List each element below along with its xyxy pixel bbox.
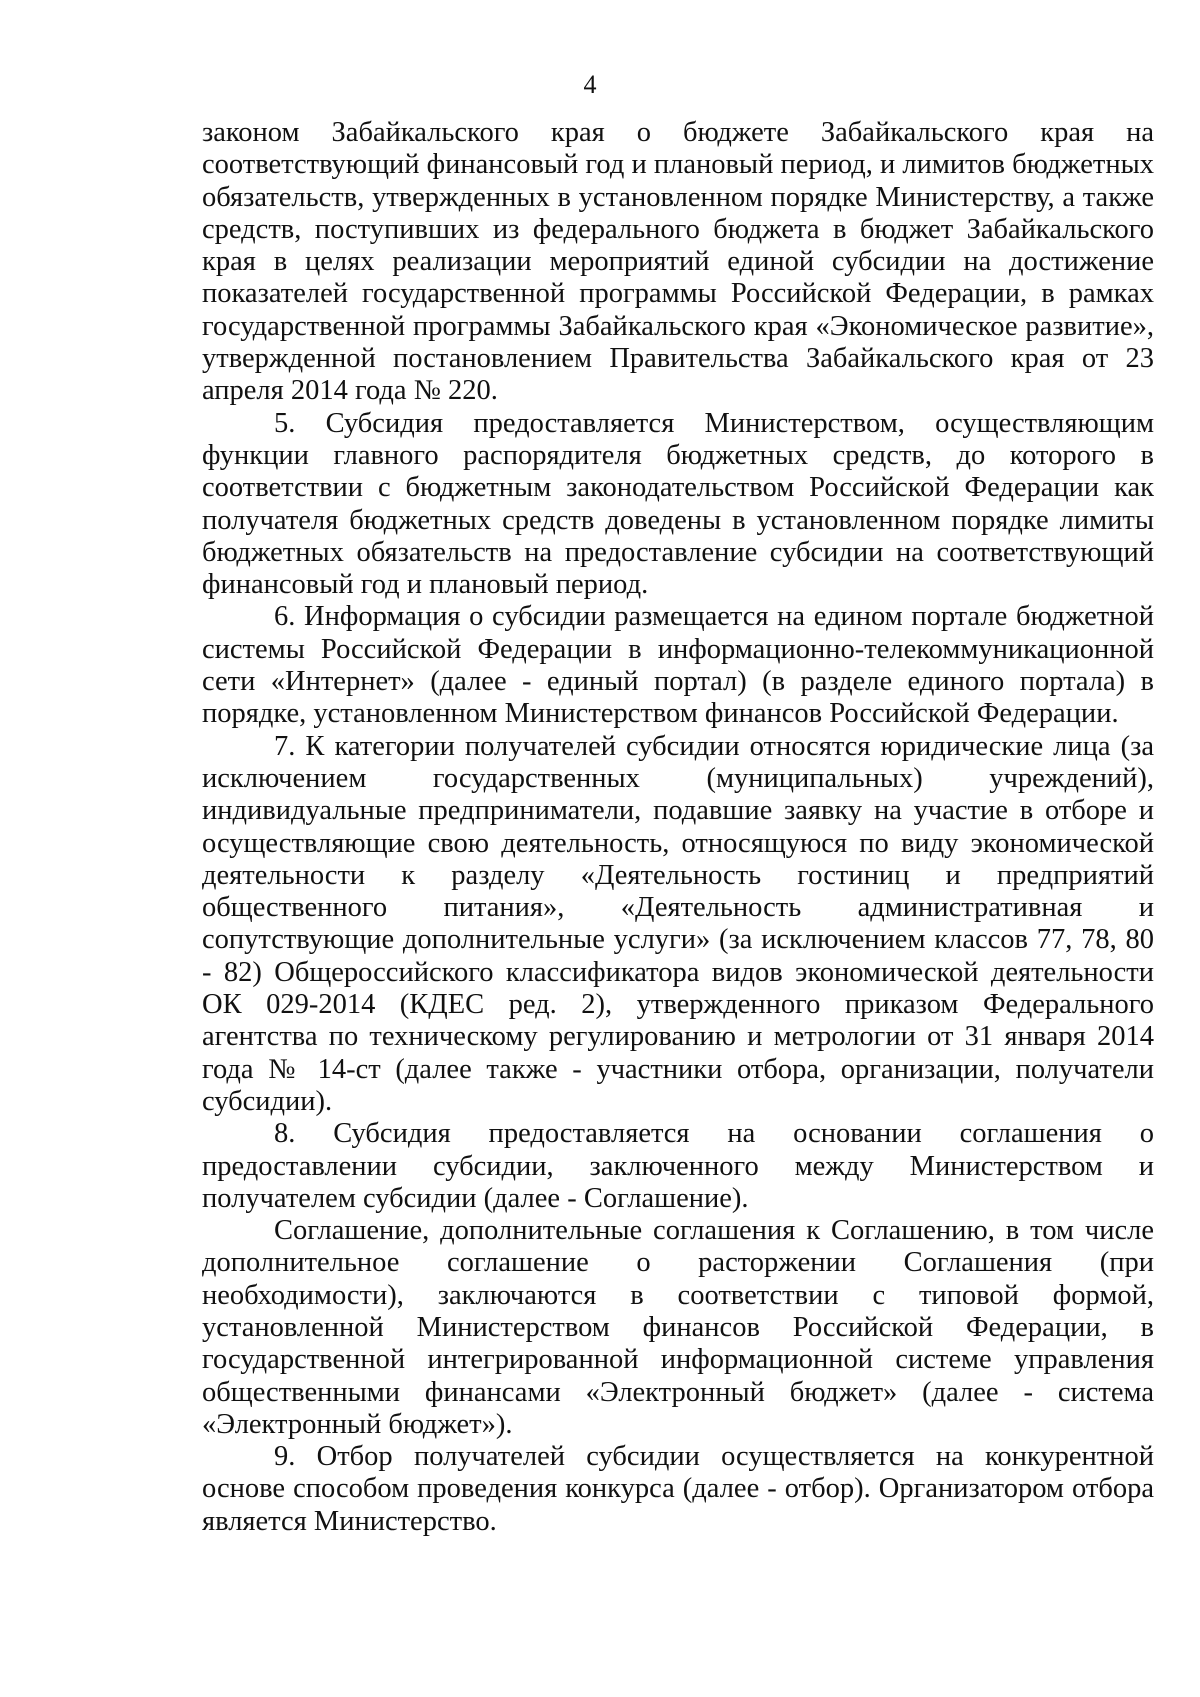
document-body	[202, 117, 1154, 1538]
page-number: 4	[583, 70, 597, 99]
paragraph-item-8: 8. Субсидия предоставляется на основании соглашения о предоставлении субсидии, заключенного между Министерством и получателем субсидии (далее - Соглашение).	[202, 1118, 1154, 1214]
paragraph-item-9: 9. Отбор получателей субсидии осуществляется на конкурентной основе способом проведения конкурса (далее - отбор). Организатором отбора является Министерство.	[202, 1441, 1154, 1537]
paragraph-agreement: Соглашение, дополнительные соглашения к Соглашению, в том числе дополнительное соглашение о расторжении Соглашения (при необходимости), заключаются в соответствии с типовой формой, установленной Министерством финансов Российской Федерации, в государственной интегрированной информационной системе управления общественными финансами «Электронный бюджет» (далее - система «Электронный бюджет»).	[202, 1215, 1154, 1440]
paragraph-item-6: 6. Информация о субсидии размещается на едином портале бюджетной системы Российской Федерации в информационно-телекоммуникационной сети «Интернет» (далее - единый портал) (в разделе единого портала) в порядке, установленном Министерством финансов Российской Федерации.	[202, 601, 1154, 730]
paragraph-item-5: 5. Субсидия предоставляется Министерством, осуществляющим функции главного распорядителя бюджетных средств, до которого в соответствии с бюджетным законодательством Российской Федерации как получателя бюджетных средств доведены в установленном порядке лимиты бюджетных обязательств на предоставление субсидии на соответствующий финансовый год и плановый период.	[202, 407, 1154, 601]
paragraph-continuation: законом Забайкальского края о бюджете Забайкальского края на соответствующий финансовый год и плановый период, и лимитов бюджетных обязательств, утвержденных в установленном порядке Министерству, а также средств, поступивших из федерального бюджета в бюджет Забайкальского края в целях реализации мероприятий единой субсидии на достижение показателей государственной программы Российской Федерации, в рамках государственной программы Забайкальского края «Экономическое развитие», утвержденной постановлением Правительства Забайкальского края от 23 апреля 2014 года № 220.	[202, 117, 1154, 407]
paragraph-item-7: 7. К категории получателей субсидии относятся юридические лица (за исключением государственных (муниципальных) учреждений), индивидуальные предприниматели, подавшие заявку на участие в отборе и осуществляющие свою деятельность, относящуюся по виду экономической деятельности к разделу «Деятельность гостиниц и предприятий общественного питания», «Деятельность административная и сопутствующие дополнительные услуги» (за исключением классов 77, 78, 80 - 82) Общероссийского классификатора видов экономической деятельности ОК 029-2014 (КДЕС ред. 2), утвержденного приказом Федерального агентства по техническому регулированию и метрологии от 31 января 2014 года № 14-ст (далее также - участники отбора, организации, получатели субсидии).	[202, 730, 1154, 1117]
